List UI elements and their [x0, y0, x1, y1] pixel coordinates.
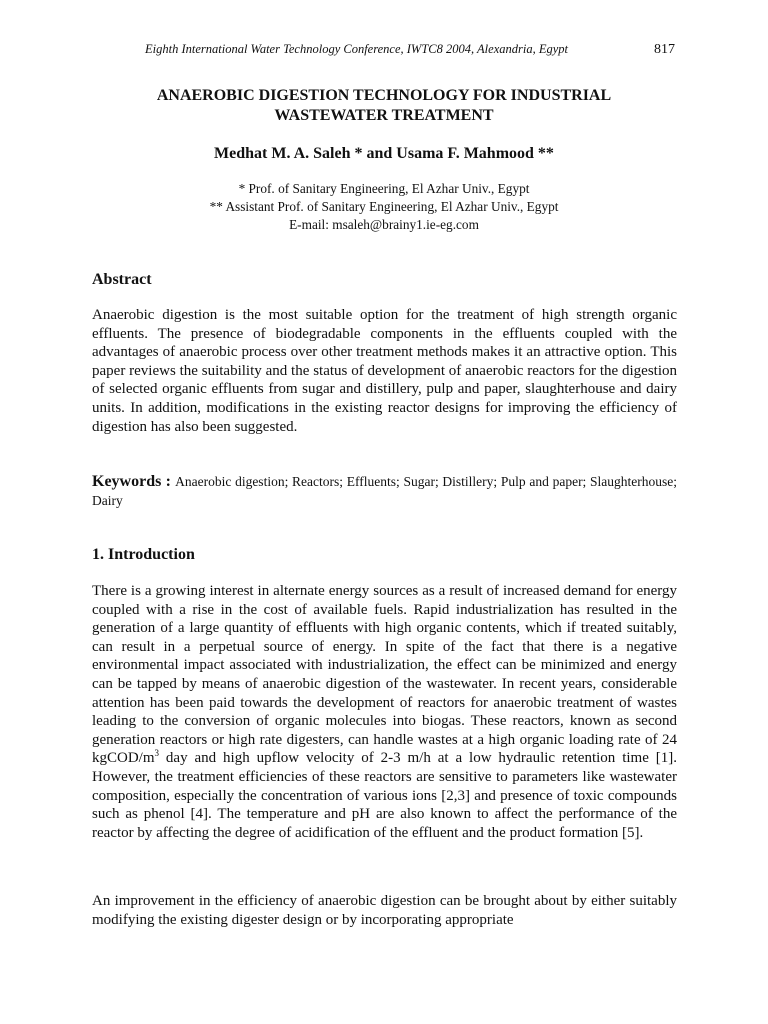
affiliation-1: * Prof. of Sanitary Engineering, El Azhar Univ., Egypt	[238, 181, 530, 196]
title-line-1: ANAEROBIC DIGESTION TECHNOLOGY FOR INDUSTRIAL	[156, 87, 612, 104]
paper-title	[90, 86, 678, 126]
keywords	[92, 473, 677, 510]
introduction-heading: 1. Introduction	[92, 546, 195, 563]
introduction-paragraph-1	[92, 582, 677, 842]
keywords-text: Anaerobic digestion; Reactors; Effluents; Sugar; Distillery; Pulp and paper; Slaughterhouse; Dairy	[92, 474, 678, 508]
page-number: 817	[654, 42, 675, 57]
author-email: E-mail: msaleh@brainy1.ie-eg.com	[289, 217, 479, 232]
authors: Medhat M. A. Saleh * and Usama F. Mahmood **	[214, 145, 554, 162]
affiliations	[90, 180, 678, 234]
introduction-paragraph-2: An improvement in the efficiency of anaerobic digestion can be brought about by either suitably modifying the existing digester design or by incorporating appropriate	[92, 893, 677, 928]
conference-name: Eighth International Water Technology Conference, IWTC8 2004, Alexandria, Egypt	[145, 42, 568, 56]
affiliation-2: ** Assistant Prof. of Sanitary Engineering, El Azhar Univ., Egypt	[209, 199, 559, 214]
superscript-3: 3	[154, 748, 160, 759]
abstract-text: Anaerobic digestion is the most suitable option for the treatment of high strength organic effluents. The presence of biodegradable components in the effluents coupled with the advantages of anaerobic process over other treatment methods makes it an attractive option. This paper reviews the suitability and the status of development of anaerobic reactors for the digestion of selected organic effluents from sugar and distillery, pulp and paper, slaughterhouse and dairy units. In addition, modifications in the existing reactor designs for improving the efficiency of digestion has also been suggested.	[92, 307, 677, 435]
keywords-label: Keywords :	[92, 473, 172, 490]
intro-p1-part1: There is a growing interest in alternate energy sources as a result of increased demand for energy coupled with a rise in the cost of available fuels. Rapid industrialization has resulted in the generation of a large quantity of effluents with high organic contents, which if treated suitably, can result in a perpetual source of energy. In spite of the fact that there is a negative environmental impact associated with industrialization, the effect can be minimized and energy can be tapped by means of anaerobic digestion of the wastewater. In recent years, considerable attention has been paid towards the development of reactors for anaerobic treatment of wastes leading to the conversion of organic molecules into biogas. These reactors, known as second generation reactors or high rate digesters, can handle wastes at a high organic loading rate of 24 kgCOD/m	[92, 583, 677, 767]
title-line-2: WASTEWATER TREATMENT	[274, 107, 494, 124]
intro-p1-part2: day and high upflow velocity of 2-3 m/h at a low hydraulic retention time [1]. However, the treatment efficiencies of these reactors are sensitive to parameters like wastewater composition, especially the concentration of various ions [2,3] and presence of toxic compounds such as phenol [4]. The temperature and pH are also known to affect the performance of the reactor by affecting the degree of acidification of the effluent and the product formation [5].	[92, 750, 677, 841]
abstract-heading: Abstract	[92, 271, 152, 288]
